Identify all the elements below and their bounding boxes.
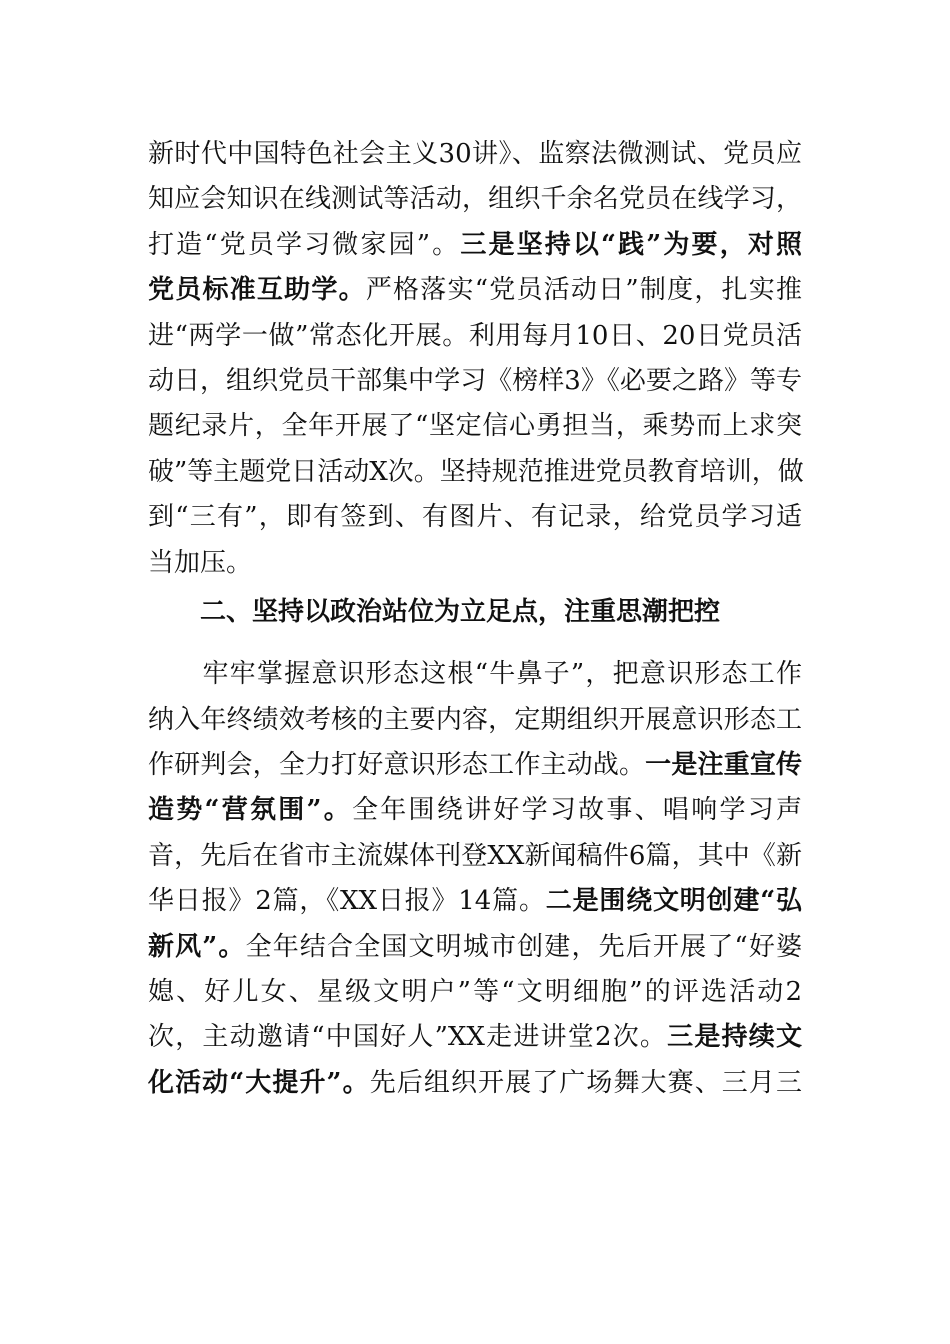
bold-text-segment: 化活动“大提升”。 (148, 1067, 370, 1098)
bold-text-segment: 造势“营氛围”。 (148, 795, 353, 826)
text-segment: 全年结合全国文明城市创建，先后开展了“好婆 (245, 931, 802, 962)
text-line (148, 879, 802, 924)
text-line (148, 541, 802, 586)
text-line (148, 359, 802, 404)
text-segment: 华日报》2篇，《XX日报》14篇。 (148, 886, 546, 917)
text-segment: 牢牢掌握意识形态这根“牛鼻子”，把意识形态工作 (148, 659, 802, 690)
text-segment: 严格落实“党员活动日”制度，扎实推 (365, 275, 802, 306)
text-line (148, 788, 802, 833)
bold-text-segment: 新风”。 (148, 931, 246, 962)
text-line (148, 450, 802, 495)
bold-text-segment: 三是持续文 (667, 1022, 802, 1053)
text-segment: 媳、好儿女、星级文明户”等“文明细胞”的评选活动2 (148, 977, 802, 1008)
bold-text-segment: 党员标准互助学。 (148, 275, 366, 306)
text-line (148, 652, 802, 697)
text-line (148, 177, 802, 222)
text-segment: 进“两学一做”常态化开展。利用每月10日、20日党员活 (148, 320, 802, 351)
bold-text-segment: 一是注重宣传 (645, 750, 802, 781)
text-segment: 次，主动邀请“中国好人”XX走进讲堂2次。 (148, 1022, 668, 1053)
text-line (148, 1015, 802, 1060)
text-segment: 当加压。 (148, 547, 253, 578)
text-line (148, 970, 802, 1015)
text-line (148, 404, 802, 449)
text-line (148, 834, 802, 879)
text-line (148, 495, 802, 540)
text-line (148, 698, 802, 743)
text-segment: 动日，组织党员干部集中学习《榜样3》《必要之路》等专 (148, 365, 802, 396)
text-segment: 全年围绕讲好学习故事、唱响学习声 (352, 795, 802, 826)
text-line (148, 223, 802, 268)
section-heading: 二、坚持以政治站位为立足点，注重思潮把控 (200, 596, 721, 627)
text-segment: 打造“党员学习微家园”。 (148, 229, 461, 260)
text-segment: 纳入年终绩效考核的主要内容，定期组织开展意识形态工 (148, 704, 802, 735)
text-line (148, 314, 802, 359)
paragraph-1 (148, 132, 802, 586)
text-line (148, 268, 802, 313)
text-segment: 题纪录片，全年开展了“坚定信心勇担当，乘势而上求突 (148, 411, 802, 442)
bold-text-segment: 二是围绕文明创建“弘 (545, 886, 802, 917)
paragraph-2 (148, 652, 802, 1106)
text-segment: 先后组织开展了广场舞大赛、三月三 (369, 1067, 802, 1098)
text-segment: 到“三有”，即有签到、有图片、有记录，给党员学习适 (148, 502, 802, 533)
bold-text-segment: 三是坚持以“践”为要，对照 (460, 229, 802, 260)
text-line (148, 1061, 802, 1106)
text-segment: 新时代中国特色社会主义30讲》、监察法微测试、党员应 (148, 139, 802, 169)
text-line (148, 925, 802, 970)
text-line (148, 132, 802, 177)
text-segment: 作研判会，全力打好意识形态工作主动战。 (148, 750, 646, 781)
text-segment: 知应会知识在线测试等活动，组织千余名党员在线学习， (148, 184, 802, 215)
text-segment: 音，先后在省市主流媒体刊登XX新闻稿件6篇，其中《新 (148, 840, 802, 871)
text-line (148, 743, 802, 788)
document-page (148, 132, 802, 1106)
text-segment: 破”等主题党日活动X次。坚持规范推进党员教育培训，做 (148, 456, 804, 487)
